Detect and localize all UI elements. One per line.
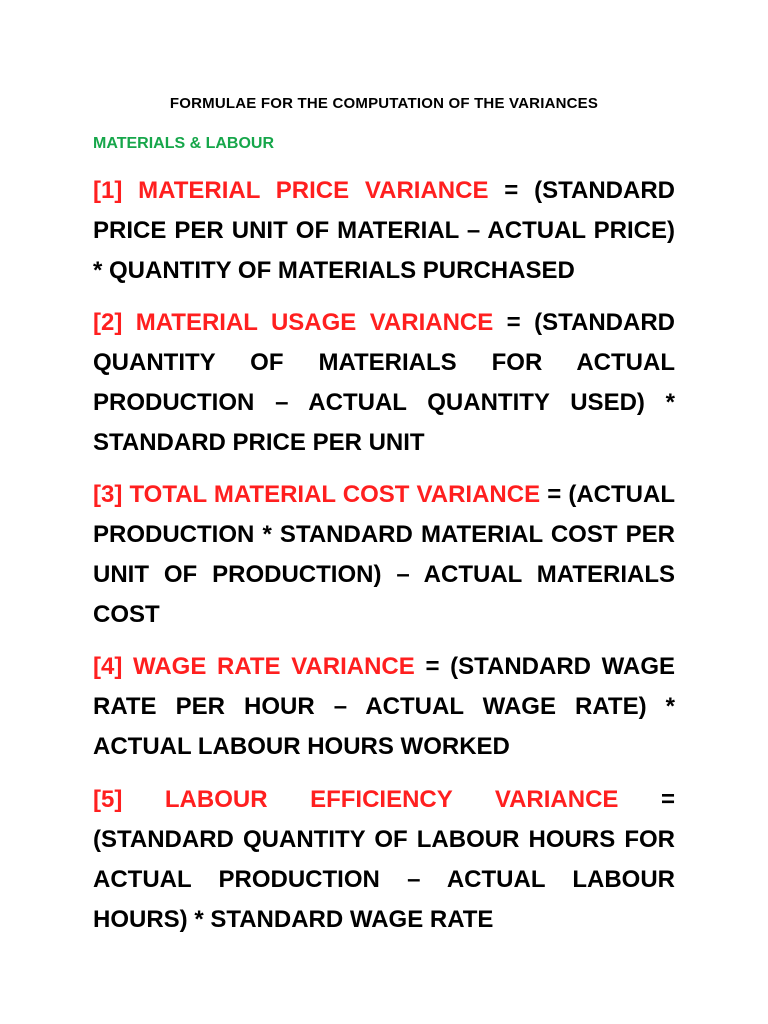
formula-total-material-cost-variance	[93, 475, 675, 635]
section-heading: MATERIALS & LABOUR	[93, 135, 275, 152]
formula-label: [3] TOTAL MATERIAL COST VARIANCE	[93, 481, 541, 508]
formula-material-price-variance	[93, 171, 675, 291]
formula-expression: = (STANDARD QUANTITY OF MATERIALS FOR ACTUAL PRODUCTION – ACTUAL QUANTITY USED) * STANDARD PRICE PER UNIT	[93, 309, 675, 456]
formula-expression: = (STANDARD QUANTITY OF LABOUR HOURS FOR ACTUAL PRODUCTION – ACTUAL LABOUR HOURS) * STANDARD WAGE RATE	[93, 786, 675, 933]
formula-labour-efficiency-variance	[93, 780, 675, 940]
formula-expression: = (STANDARD WAGE RATE PER HOUR – ACTUAL WAGE RATE) * ACTUAL LABOUR HOURS WORKED	[93, 653, 675, 760]
formula-label: [5] LABOUR EFFICIENCY VARIANCE	[93, 786, 619, 813]
formula-label: [4] WAGE RATE VARIANCE	[93, 653, 415, 680]
formula-material-usage-variance	[93, 303, 675, 463]
formula-label: [2] MATERIAL USAGE VARIANCE	[93, 309, 494, 336]
formula-label: [1] MATERIAL PRICE VARIANCE	[93, 177, 489, 204]
formula-wage-rate-variance	[93, 647, 675, 767]
document-title: FORMULAE FOR THE COMPUTATION OF THE VARIANCES	[169, 95, 599, 112]
formula-expression: = (STANDARD PRICE PER UNIT OF MATERIAL – ACTUAL PRICE) * QUANTITY OF MATERIALS PURCHASED	[93, 177, 675, 284]
formula-expression: = (ACTUAL PRODUCTION * STANDARD MATERIAL COST PER UNIT OF PRODUCTION) – ACTUAL MATERIALS COST	[93, 481, 675, 628]
